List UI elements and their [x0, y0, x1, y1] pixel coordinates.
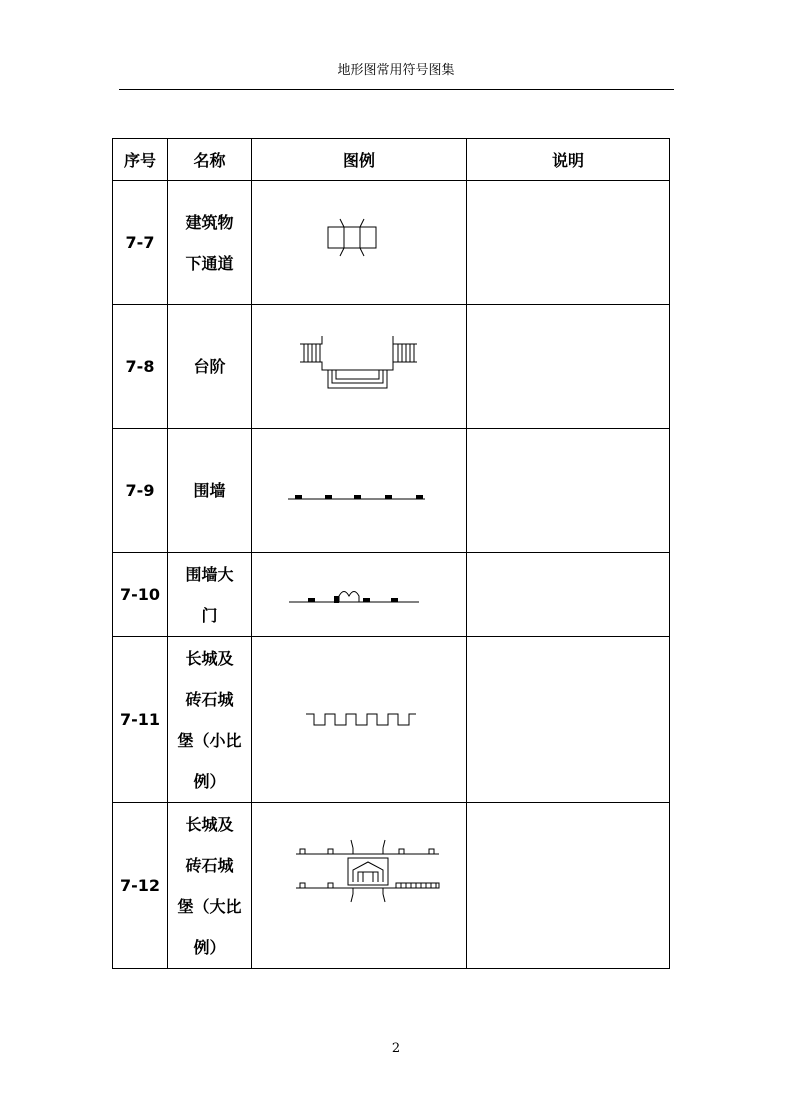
row-name [168, 637, 252, 803]
row-description [467, 803, 670, 969]
row-name-line: 门 [201, 605, 218, 625]
row-description [467, 305, 670, 429]
table-row [113, 305, 670, 429]
table-row [113, 429, 670, 553]
row-name [168, 553, 252, 637]
table-row [113, 181, 670, 305]
row-name-line: 堡（大比 [177, 896, 242, 916]
symbol-table [112, 138, 670, 969]
enclosure-wall-symbol [253, 430, 466, 552]
row-name-line: 长城及 [185, 814, 234, 834]
row-description [467, 181, 670, 305]
column-header-desc: 说明 [467, 139, 670, 181]
row-figure [252, 429, 467, 553]
row-name-line: 例） [193, 771, 226, 791]
page-header-title: 地形图常用符号图集 [337, 63, 455, 78]
row-name [168, 803, 252, 969]
row-name-line: 围墙 [193, 481, 226, 500]
row-name-line: 例） [193, 937, 226, 957]
row-name-line: 围墙大 [185, 564, 234, 584]
row-figure [252, 637, 467, 803]
row-description [467, 429, 670, 553]
row-name [168, 305, 252, 429]
table-row [113, 637, 670, 803]
great-wall-small-scale-symbol [253, 638, 466, 802]
row-description [467, 553, 670, 637]
wall-gate-symbol [253, 554, 466, 636]
steps-symbol [253, 306, 466, 428]
row-figure [252, 803, 467, 969]
table-header-row [113, 139, 670, 181]
row-name-line: 下通道 [185, 253, 234, 273]
row-name-line: 建筑物 [185, 212, 234, 232]
header-divider [119, 89, 674, 90]
row-name-line: 砖石城 [185, 689, 234, 709]
row-number: 7-12 [113, 803, 168, 969]
column-header-figure: 图例 [252, 139, 467, 181]
page-number: 2 [391, 1041, 401, 1056]
row-name-line: 台阶 [193, 357, 226, 376]
table-row [113, 803, 670, 969]
row-figure [252, 553, 467, 637]
great-wall-large-scale-symbol [253, 804, 466, 968]
row-name-line: 长城及 [185, 648, 234, 668]
row-name [168, 429, 252, 553]
column-header-name: 名称 [168, 139, 252, 181]
row-name-line: 堡（小比 [177, 730, 242, 750]
building-underpass-symbol [253, 182, 466, 304]
table-row [113, 553, 670, 637]
row-number: 7-10 [113, 553, 168, 637]
row-description [467, 637, 670, 803]
row-figure [252, 305, 467, 429]
row-figure [252, 181, 467, 305]
row-number: 7-11 [113, 637, 168, 803]
row-name [168, 181, 252, 305]
row-number: 7-8 [113, 305, 168, 429]
row-name-line: 砖石城 [185, 855, 234, 875]
column-header-num: 序号 [113, 139, 168, 181]
row-number: 7-9 [113, 429, 168, 553]
row-number: 7-7 [113, 181, 168, 305]
